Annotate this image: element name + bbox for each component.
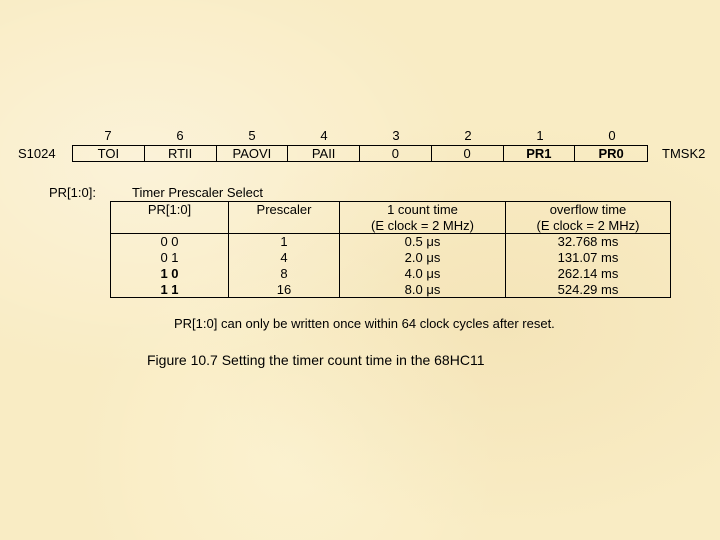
register-bit-cell: PR0 bbox=[598, 146, 624, 161]
table-cell-count-time: 0.5 μs bbox=[404, 234, 441, 249]
table-cell-overflow-time: 131.07 ms bbox=[557, 250, 619, 265]
register-address: S1024 bbox=[18, 146, 56, 161]
figure-caption: Figure 10.7 Setting the timer count time in the 68HC11 bbox=[147, 352, 485, 368]
column-header-overflow-time: overflow time bbox=[549, 202, 627, 217]
register-bit-cell: PR1 bbox=[504, 146, 576, 161]
prescaler-title: Timer Prescaler Select bbox=[132, 185, 263, 200]
table-cell-overflow-time: 524.29 ms bbox=[557, 282, 619, 297]
prescaler-column bbox=[229, 202, 340, 297]
bit-number: 1 bbox=[536, 128, 544, 143]
register-bit-cell: 0 bbox=[432, 146, 504, 161]
prescaler-table bbox=[110, 201, 671, 298]
register-bit-cell: TOI bbox=[73, 146, 145, 161]
table-cell-prescaler: 1 bbox=[280, 234, 288, 249]
bit-number: 6 bbox=[176, 128, 184, 143]
table-cell-pr: 0 0 bbox=[160, 234, 179, 249]
column-header-count-time-sub: (E clock = 2 MHz) bbox=[371, 218, 474, 233]
register-bit-cell: PAII bbox=[288, 146, 360, 161]
column-header-overflow-time-sub: (E clock = 2 MHz) bbox=[536, 218, 640, 233]
register-bit-cell: RTII bbox=[145, 146, 217, 161]
bit-number: 2 bbox=[464, 128, 472, 143]
register-name: TMSK2 bbox=[662, 146, 706, 161]
register-bit-cell: PAOVI bbox=[217, 146, 289, 161]
bit-number: 7 bbox=[104, 128, 112, 143]
overflow-time-column bbox=[506, 202, 670, 297]
pr-column bbox=[111, 202, 229, 297]
table-cell-pr: 1 0 bbox=[160, 266, 179, 281]
prescaler-note: PR[1:0] can only be written once within 64 clock cycles after reset. bbox=[174, 316, 555, 331]
column-header-count-time: 1 count time bbox=[387, 202, 458, 217]
bit-number: 3 bbox=[392, 128, 400, 143]
table-cell-pr: 0 1 bbox=[160, 250, 179, 265]
bit-number: 5 bbox=[248, 128, 256, 143]
table-cell-overflow-time: 262.14 ms bbox=[557, 266, 619, 281]
table-cell-count-time: 4.0 μs bbox=[404, 266, 441, 281]
table-cell-prescaler: 16 bbox=[276, 282, 292, 297]
bit-number: 0 bbox=[608, 128, 616, 143]
count-time-column bbox=[340, 202, 506, 297]
register-bit-cell: 0 bbox=[360, 146, 432, 161]
prescaler-field-label: PR[1:0]: bbox=[49, 185, 96, 200]
table-cell-pr: 1 1 bbox=[160, 282, 179, 297]
table-cell-count-time: 2.0 μs bbox=[404, 250, 441, 265]
table-cell-prescaler: 8 bbox=[280, 266, 288, 281]
column-header-prescaler: Prescaler bbox=[256, 202, 312, 217]
table-cell-count-time: 8.0 μs bbox=[404, 282, 441, 297]
bit-number: 4 bbox=[320, 128, 328, 143]
register-bit-row bbox=[72, 145, 648, 162]
table-cell-overflow-time: 32.768 ms bbox=[557, 234, 619, 249]
table-cell-prescaler: 4 bbox=[280, 250, 288, 265]
column-header-pr: PR[1:0] bbox=[147, 202, 192, 217]
